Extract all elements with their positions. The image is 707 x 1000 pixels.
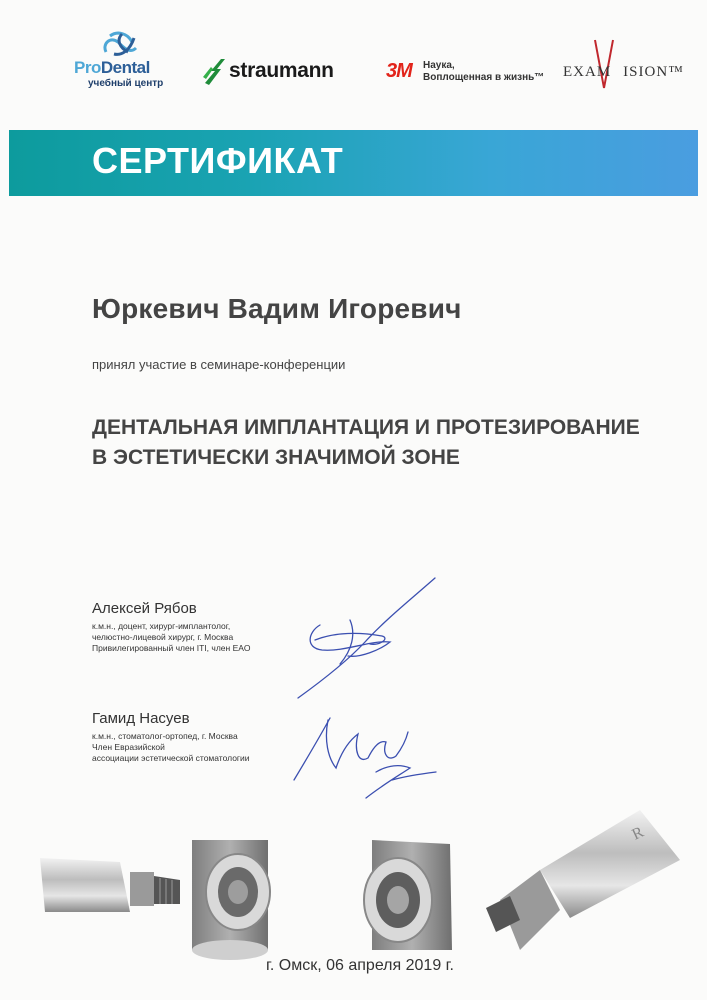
prodental-mark-icon <box>100 30 142 58</box>
prodental-name-dental: Dental <box>100 58 150 77</box>
certificate-title: СЕРТИФИКАТ <box>92 140 344 181</box>
signer-1-desc-line3: Привилегированный член ITI, член EAO <box>92 643 251 653</box>
signer-1-desc-line1: к.м.н., доцент, хирург-имплантолог, <box>92 621 231 631</box>
straumann-wordmark: straumann <box>229 59 334 82</box>
signer-1 <box>92 600 251 654</box>
event-title-line2: В ЭСТЕТИЧЕСКИ ЗНАЧИМОЙ ЗОНЕ <box>92 446 460 469</box>
threem-mark: 3M <box>386 60 412 82</box>
signature-1 <box>290 570 450 710</box>
signer-2-desc-line3: ассоциации эстетической стоматологии <box>92 753 250 763</box>
signature-2 <box>288 710 448 810</box>
signer-2-desc-line2: Член Евразийской <box>92 742 165 752</box>
examvision-logo <box>563 36 684 86</box>
participation-text: принял участие в семинаре-конференции <box>92 357 346 372</box>
prodental-logo <box>74 30 169 92</box>
examvision-wordmark <box>563 64 684 81</box>
place-and-date: г. Омск, 06 апреля 2019 г. <box>266 957 454 974</box>
prodental-name-pro: Pro <box>74 58 101 77</box>
recipient-name: Юркевич Вадим Игоревич <box>92 293 462 324</box>
examvision-text-right: ISION™ <box>623 64 684 80</box>
event-title-line1: ДЕНТАЛЬНАЯ ИМПЛАНТАЦИЯ И ПРОТЕЗИРОВАНИЕ <box>92 416 640 439</box>
svg-text:R: R <box>629 823 647 844</box>
implant-cylinder-left <box>192 840 270 960</box>
signer-1-desc-line2: челюстно-лицевой хирург, г. Москва <box>92 632 234 642</box>
abutment-right <box>486 810 680 950</box>
threem-slogan <box>423 60 544 84</box>
straumann-logo <box>203 57 363 87</box>
straumann-mark-icon <box>203 57 227 87</box>
threem-logo <box>386 60 556 90</box>
abutment-left <box>40 858 180 912</box>
threem-slogan-line1: Наука, <box>423 60 455 71</box>
threem-slogan-line2: Воплощенная в жизнь™ <box>423 72 545 83</box>
examvision-text-left: EXAM <box>563 64 612 80</box>
signer-1-name: Алексей Рябов <box>92 600 197 617</box>
signer-2-desc-line1: к.м.н., стоматолог-ортопед, г. Москва <box>92 731 238 741</box>
implant-cylinder-right <box>364 840 452 950</box>
signer-2 <box>92 710 250 764</box>
prodental-subtitle: учебный центр <box>88 78 164 89</box>
signer-2-name: Гамид Насуев <box>92 710 190 727</box>
event-title <box>92 413 640 473</box>
dental-implants-illustration <box>0 800 707 970</box>
prodental-wordmark <box>74 58 150 78</box>
